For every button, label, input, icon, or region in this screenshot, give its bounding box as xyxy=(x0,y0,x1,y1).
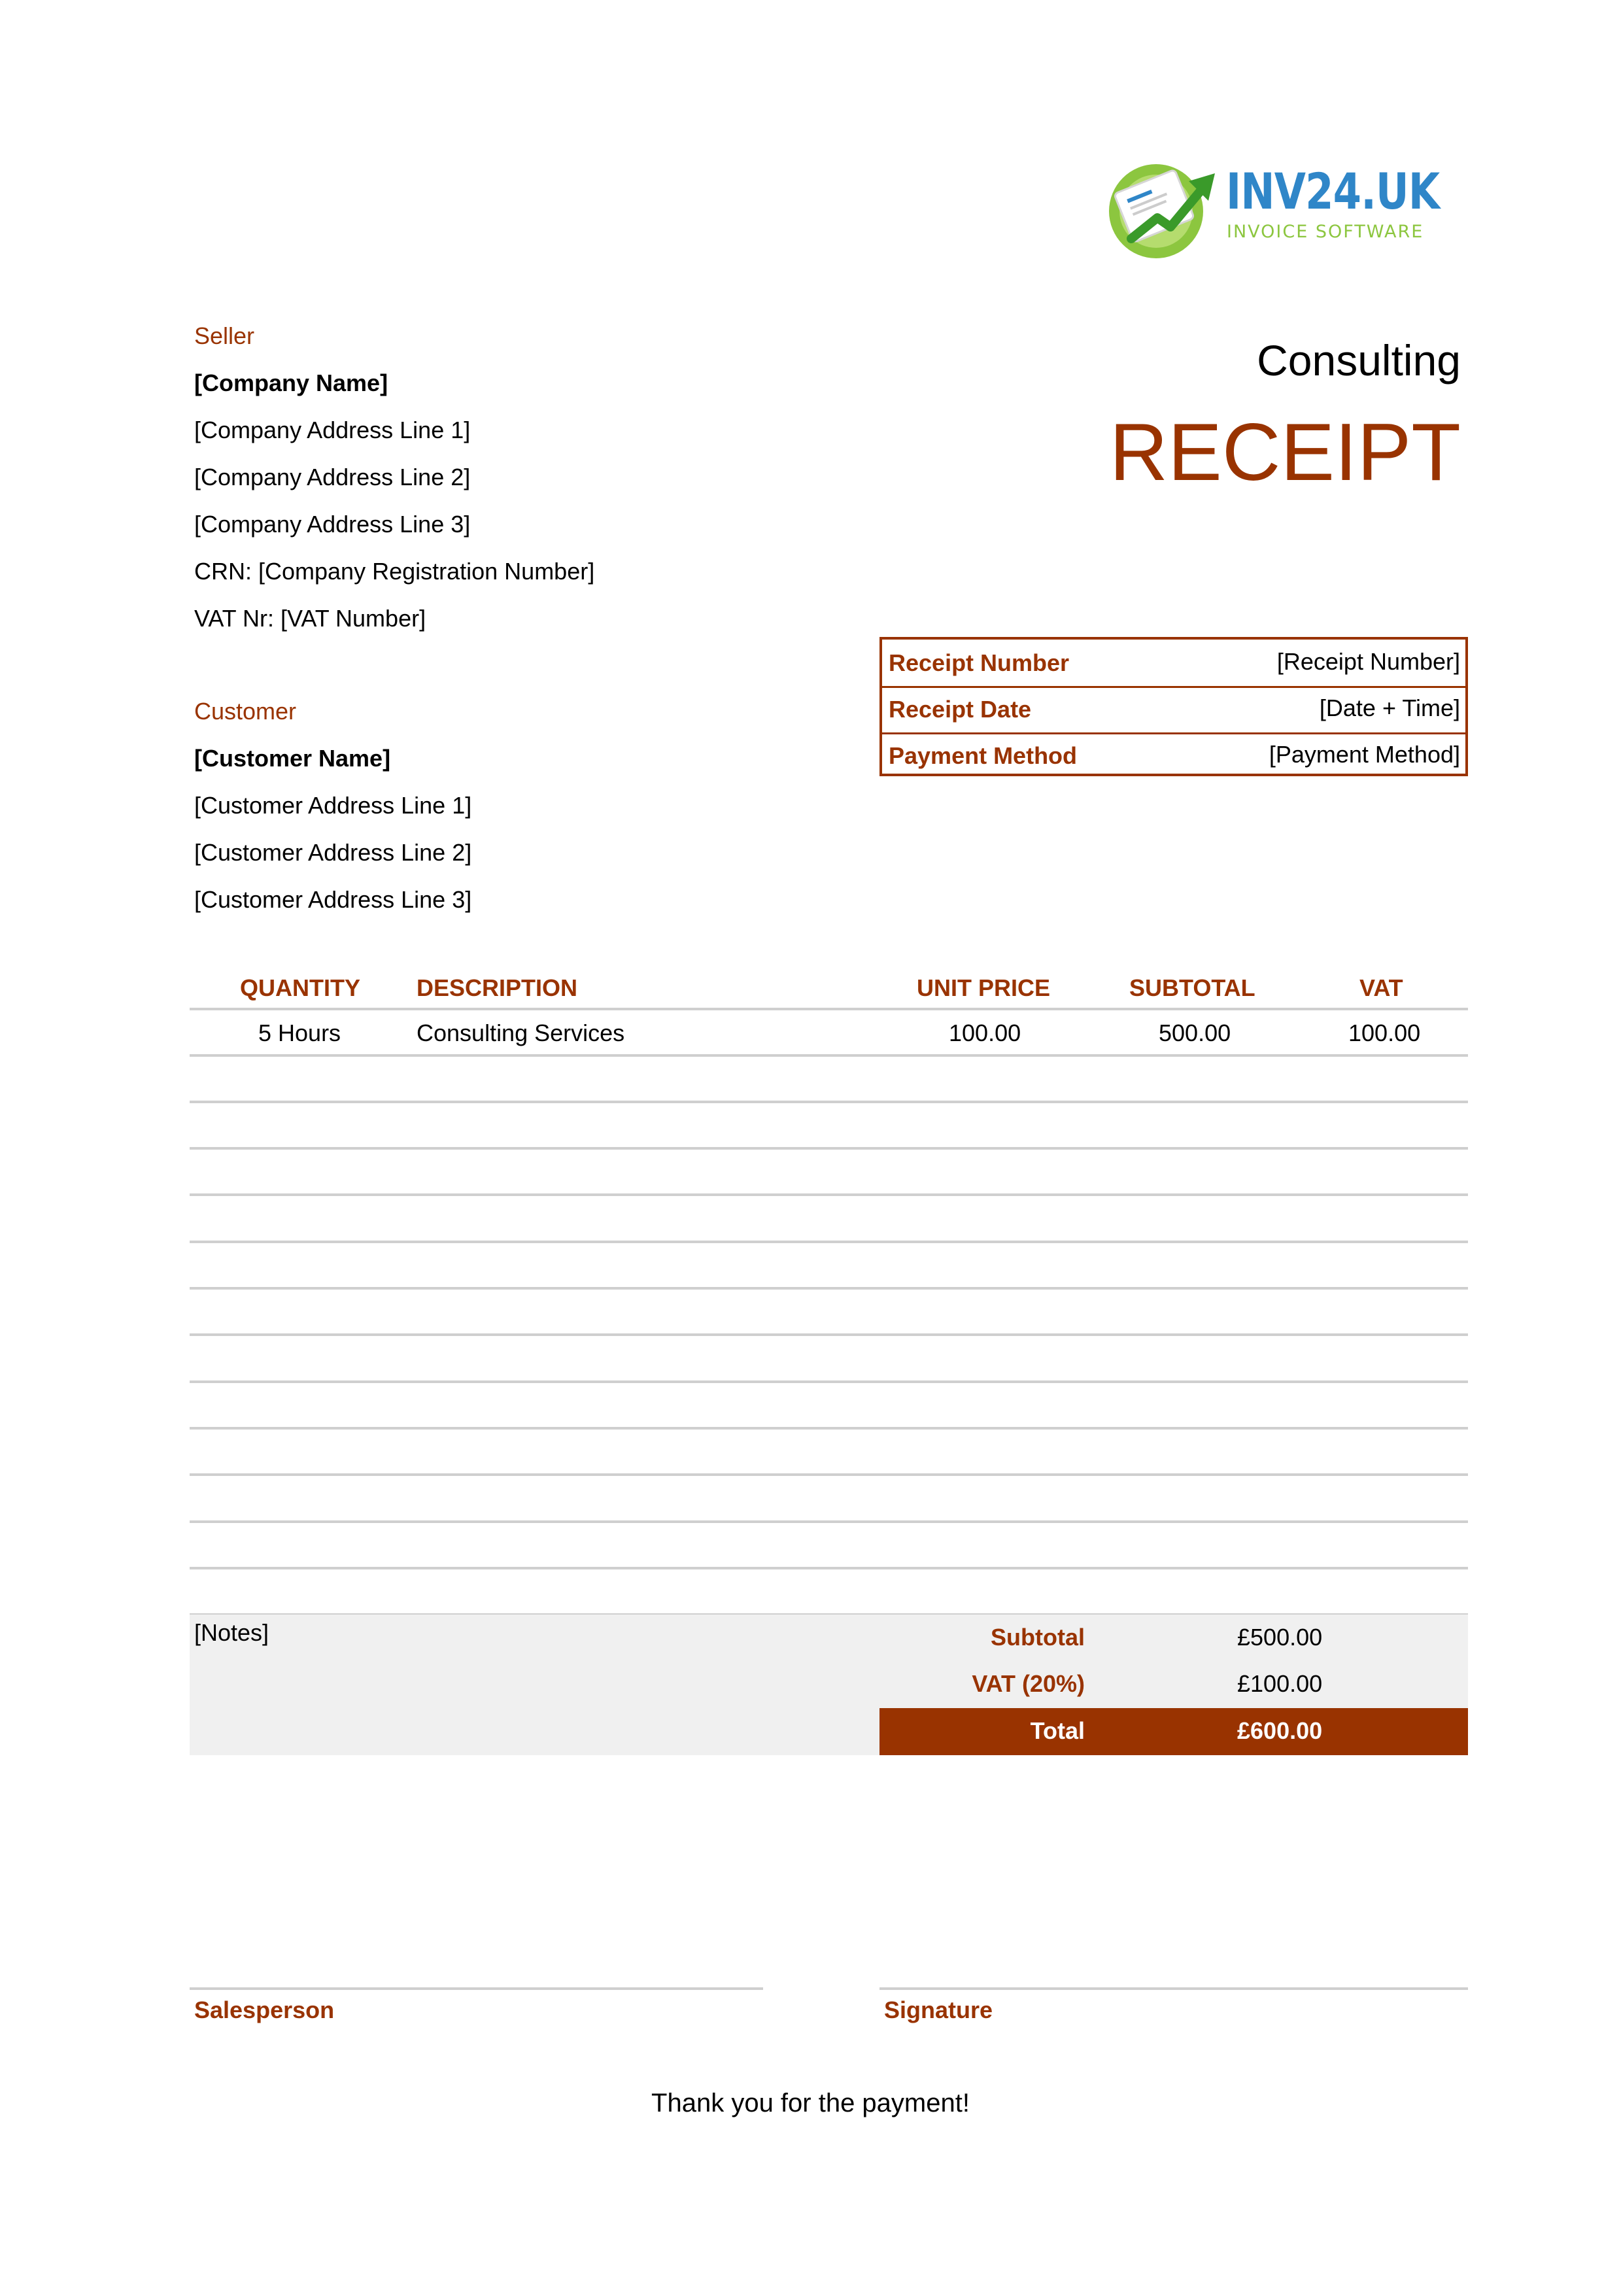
document-title: RECEIPT xyxy=(1109,407,1461,498)
column-header-subtotal: SUBTOTAL xyxy=(1129,974,1255,1001)
seller-name: [Company Name] xyxy=(194,369,388,396)
customer-address-line-1: [Customer Address Line 1] xyxy=(194,792,472,819)
salesperson-label: Salesperson xyxy=(194,1996,335,2023)
meta-label: Receipt Date xyxy=(889,696,1032,723)
row-divider xyxy=(190,1427,1468,1430)
seller-crn: CRN: [Company Registration Number] xyxy=(194,558,595,585)
seller-address-line-3: [Company Address Line 3] xyxy=(194,511,471,538)
seller-address-line-1: [Company Address Line 1] xyxy=(194,417,471,443)
signature-label: Signature xyxy=(884,1996,993,2023)
cell-vat: 100.00 xyxy=(1348,1019,1421,1046)
column-header-unit-price: UNIT PRICE xyxy=(917,974,1051,1001)
row-divider xyxy=(190,1333,1468,1336)
row-divider xyxy=(190,1241,1468,1243)
company-logo xyxy=(1105,147,1445,265)
row-divider xyxy=(190,1147,1468,1150)
vat-label: VAT (20%) xyxy=(972,1670,1085,1697)
row-divider xyxy=(190,1380,1468,1383)
meta-label: Receipt Number xyxy=(889,649,1070,676)
customer-address-line-2: [Customer Address Line 2] xyxy=(194,839,472,866)
column-header-description: DESCRIPTION xyxy=(417,974,578,1001)
logo-tagline: INVOICE SOFTWARE xyxy=(1227,222,1424,242)
salesperson-signature-line xyxy=(190,1987,763,1990)
customer-label: Customer xyxy=(194,698,297,725)
cell-description: Consulting Services xyxy=(417,1019,625,1046)
meta-value: [Payment Method] xyxy=(1269,741,1460,768)
row-divider xyxy=(190,1193,1468,1196)
meta-value: [Receipt Number] xyxy=(1276,648,1460,675)
table-header-rule xyxy=(190,1008,1468,1010)
signature-line xyxy=(879,1987,1468,1990)
total-label: Total xyxy=(1030,1717,1085,1744)
subtotal-value: £500.00 xyxy=(1237,1624,1323,1651)
cell-subtotal: 500.00 xyxy=(1159,1019,1231,1046)
row-divider xyxy=(190,1101,1468,1103)
meta-value: [Date + Time] xyxy=(1319,694,1460,721)
row-divider xyxy=(190,1287,1468,1290)
meta-row-receipt-date xyxy=(882,686,1465,734)
row-divider xyxy=(190,1567,1468,1569)
total-bar xyxy=(879,1708,1468,1755)
meta-label: Payment Method xyxy=(889,742,1078,769)
thank-you-message: Thank you for the payment! xyxy=(651,2089,970,2117)
vat-value: £100.00 xyxy=(1237,1670,1323,1697)
seller-address-line-2: [Company Address Line 2] xyxy=(194,464,471,490)
customer-address-line-3: [Customer Address Line 3] xyxy=(194,886,472,913)
logo-emblem-icon xyxy=(1105,147,1229,265)
column-header-vat: VAT xyxy=(1359,974,1403,1001)
seller-label: Seller xyxy=(194,322,255,349)
row-divider xyxy=(190,1473,1468,1476)
meta-row-payment-method xyxy=(882,732,1465,779)
seller-vat-number: VAT Nr: [VAT Number] xyxy=(194,605,426,632)
column-header-quantity: QUANTITY xyxy=(240,974,360,1001)
meta-row-receipt-number xyxy=(882,640,1465,688)
subtotal-label: Subtotal xyxy=(991,1624,1085,1651)
document-subtitle: Consulting xyxy=(1257,336,1461,385)
logo-wordmark: INV24.UK xyxy=(1226,162,1440,220)
customer-name: [Customer Name] xyxy=(194,745,391,772)
row-divider xyxy=(190,1054,1468,1057)
notes: [Notes] xyxy=(194,1619,269,1646)
row-divider xyxy=(190,1520,1468,1523)
cell-unit-price: 100.00 xyxy=(949,1019,1021,1046)
cell-quantity: 5 Hours xyxy=(258,1019,341,1046)
receipt-meta-box xyxy=(879,637,1468,776)
total-value: £600.00 xyxy=(1237,1717,1323,1744)
